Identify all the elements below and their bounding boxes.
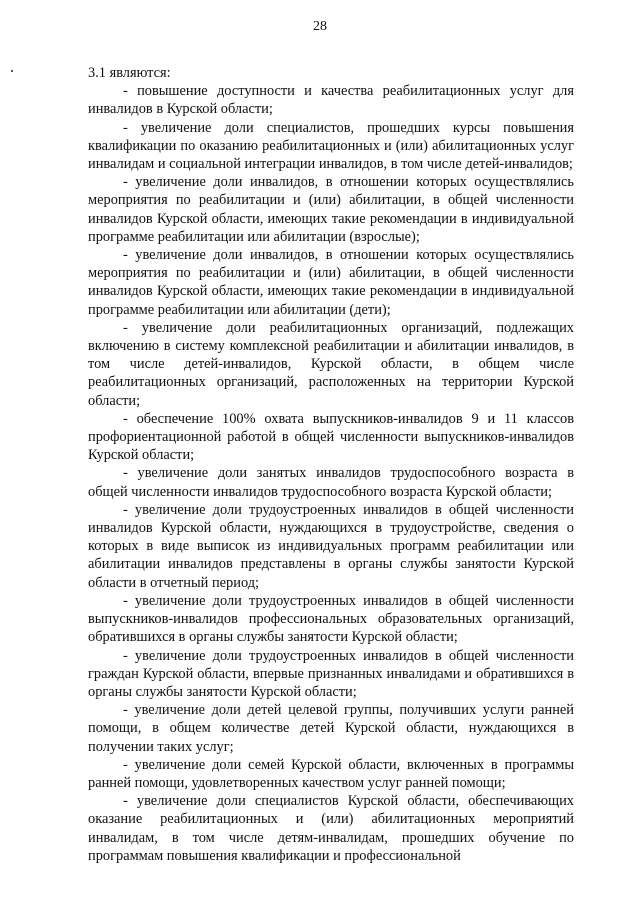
- list-item: - увеличение доли трудоустроенных инвалидов в общей численности выпускников-инвалидов профессиональных образовательных организаций, обратившихся в органы службы занятости Курской области;: [88, 592, 574, 646]
- list-item: - обеспечение 100% охвата выпускников-инвалидов 9 и 11 классов профориентационной работой в общей численности выпускников-инвалидов Курской области;: [88, 410, 574, 464]
- margin-dot-mark: [11, 70, 13, 72]
- list-item: - увеличение доли специалистов Курской области, обеспечивающих оказание реабилитационных и (или) абилитационных мероприятий инвалидам, в том числе детям-инвалидам, прошедших обучение по программам повышения квалификации и профессиональной: [88, 793, 574, 864]
- list-item: - увеличение доли реабилитационных организаций, подлежащих включению в систему комплексной реабилитации и абилитации инвалидов, в том числе детей-инвалидов, Курской области, в общем числе реабилитационных организаций, расположенных на территории Курской области;: [88, 319, 574, 409]
- list-item: - повышение доступности и качества реабилитационных услуг для инвалидов в Курской области;: [88, 83, 574, 118]
- page-number: 28: [313, 19, 327, 34]
- list-item: - увеличение доли инвалидов, в отношении которых осуществлялись мероприятия по реабилитации и (или) абилитации, в общей численности инвалидов Курской области, имеющих такие рекомендации в индивидуальной программе реабилитации или абилитации (дети);: [88, 247, 574, 318]
- list-item: - увеличение доли трудоустроенных инвалидов в общей численности граждан Курской области, впервые признанных инвалидами и обратившихся в органы службы занятости Курской области;: [88, 647, 574, 700]
- list-item: - увеличение доли семей Курской области, включенных в программы ранней помощи, удовлетворенных качеством услуг ранней помощи;: [88, 756, 574, 791]
- list-item: - увеличение доли занятых инвалидов трудоспособного возраста в общей численности инвалидов трудоспособного возраста Курской области;: [88, 465, 574, 500]
- list-item: - увеличение доли детей целевой группы, получивших услуги ранней помощи, в общем количестве детей Курской области, нуждающихся в получении таких услуг;: [88, 702, 574, 755]
- list-item: - увеличение доли инвалидов, в отношении которых осуществлялись мероприятия по реабилитации и (или) абилитации, в общей численности инвалидов Курской области, имеющих такие рекомендации в индивидуальной программе реабилитации или абилитации (взрослые);: [88, 174, 574, 245]
- intro-line: 3.1 являются:: [88, 65, 171, 81]
- list-item: - увеличение доли трудоустроенных инвалидов в общей численности инвалидов Курской области, нуждающихся в трудоустройстве, сведения о которых в виде выписок из индивидуальных программ реабилитации или абилитации инвалидов представлены в органы службы занятости Курской области в отчетный период;: [88, 501, 574, 591]
- document-body: [88, 64, 574, 865]
- list-item: - увеличение доли специалистов, прошедших курсы повышения квалификации по оказанию реабилитационных и (или) абилитационных услуг инвалидам и социальной интеграции инвалидов, в том числе детей-инвалидов;: [88, 119, 574, 173]
